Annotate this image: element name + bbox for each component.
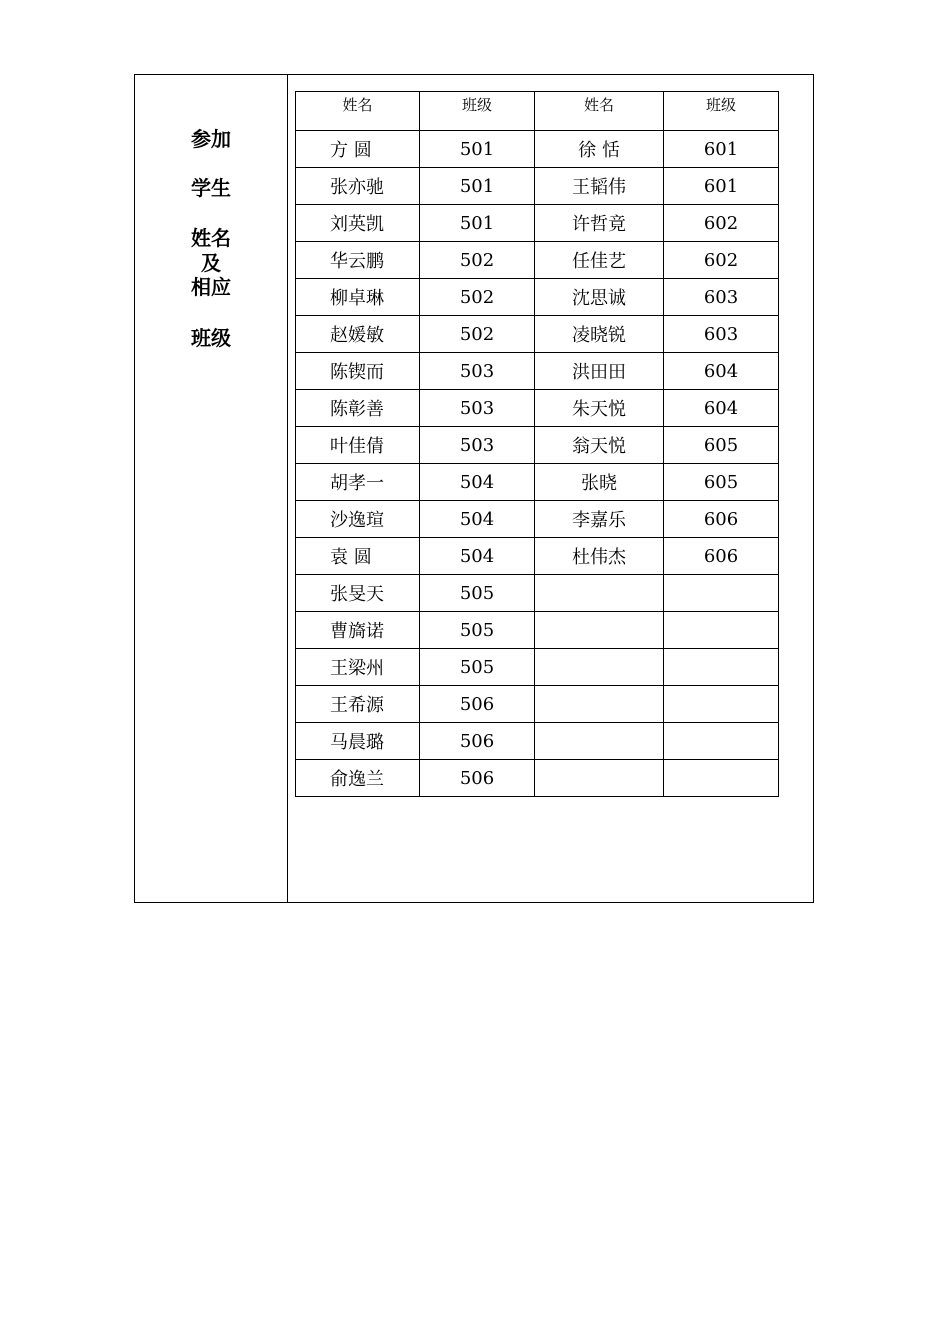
student-name-cell: 方 圆 xyxy=(296,131,420,168)
student-name-cell: 叶佳倩 xyxy=(296,427,420,464)
table-row xyxy=(296,427,779,464)
class-cell: 505 xyxy=(420,575,535,612)
class-cell: 503 xyxy=(420,427,535,464)
class-cell xyxy=(664,649,779,686)
header-class-b: 班级 xyxy=(664,92,779,131)
header-name-b: 姓名 xyxy=(535,92,664,131)
side-label-line: 学生 xyxy=(191,176,231,200)
student-name-cell: 王梁州 xyxy=(296,649,420,686)
class-cell: 606 xyxy=(664,501,779,538)
class-cell: 603 xyxy=(664,316,779,353)
student-name-cell xyxy=(535,612,664,649)
student-name-cell: 陈锲而 xyxy=(296,353,420,390)
class-cell: 604 xyxy=(664,390,779,427)
table-row xyxy=(296,501,779,538)
table-row xyxy=(296,723,779,760)
table-row xyxy=(296,242,779,279)
student-name-cell: 张亦驰 xyxy=(296,168,420,205)
table-row xyxy=(296,316,779,353)
student-name-cell: 杜伟杰 xyxy=(535,538,664,575)
student-name-cell: 陈彰善 xyxy=(296,390,420,427)
class-cell: 501 xyxy=(420,131,535,168)
student-name-cell: 柳卓琳 xyxy=(296,279,420,316)
student-name-cell: 赵媛敏 xyxy=(296,316,420,353)
class-cell: 603 xyxy=(664,279,779,316)
class-cell: 503 xyxy=(420,390,535,427)
student-name-cell xyxy=(535,760,664,797)
student-name-cell: 任佳艺 xyxy=(535,242,664,279)
class-cell xyxy=(664,575,779,612)
class-cell: 502 xyxy=(420,242,535,279)
student-name-cell: 俞逸兰 xyxy=(296,760,420,797)
student-name-cell: 凌晓锐 xyxy=(535,316,664,353)
student-name-cell: 马晨璐 xyxy=(296,723,420,760)
class-cell: 602 xyxy=(664,205,779,242)
class-cell: 502 xyxy=(420,316,535,353)
student-name-cell: 朱天悦 xyxy=(535,390,664,427)
student-name-cell: 华云鹏 xyxy=(296,242,420,279)
class-cell: 602 xyxy=(664,242,779,279)
student-name-cell: 袁 圆 xyxy=(296,538,420,575)
table-row xyxy=(296,575,779,612)
class-cell: 501 xyxy=(420,205,535,242)
table-row xyxy=(296,464,779,501)
student-name-cell: 曹旖诺 xyxy=(296,612,420,649)
header-name-a: 姓名 xyxy=(296,92,420,131)
table-row xyxy=(296,279,779,316)
class-cell: 503 xyxy=(420,353,535,390)
student-name-cell: 刘英凯 xyxy=(296,205,420,242)
student-name-cell xyxy=(535,686,664,723)
student-name-cell: 徐 恬 xyxy=(535,131,664,168)
table-header-row xyxy=(296,92,779,131)
class-cell: 601 xyxy=(664,131,779,168)
class-cell: 506 xyxy=(420,760,535,797)
class-cell: 501 xyxy=(420,168,535,205)
class-cell: 605 xyxy=(664,427,779,464)
table-row xyxy=(296,353,779,390)
roster-body xyxy=(296,131,779,797)
table-row xyxy=(296,686,779,723)
side-label-line: 参加 xyxy=(191,127,231,151)
student-name-cell xyxy=(535,649,664,686)
student-name-cell: 许哲竟 xyxy=(535,205,664,242)
student-name-cell: 洪田田 xyxy=(535,353,664,390)
table-row xyxy=(296,168,779,205)
table-row xyxy=(296,390,779,427)
class-cell: 505 xyxy=(420,649,535,686)
class-cell: 604 xyxy=(664,353,779,390)
side-label-line: 相应 xyxy=(191,275,231,299)
side-label xyxy=(135,75,287,904)
student-name-cell: 李嘉乐 xyxy=(535,501,664,538)
table-row xyxy=(296,649,779,686)
table-row xyxy=(296,538,779,575)
table-row xyxy=(296,612,779,649)
table-row xyxy=(296,131,779,168)
class-cell xyxy=(664,686,779,723)
class-cell xyxy=(664,723,779,760)
class-cell: 502 xyxy=(420,279,535,316)
student-name-cell: 王韬伟 xyxy=(535,168,664,205)
side-label-line: 及 xyxy=(201,251,221,275)
class-cell: 606 xyxy=(664,538,779,575)
side-label-line: 姓名 xyxy=(191,226,231,250)
student-name-cell: 王希源 xyxy=(296,686,420,723)
header-class-a: 班级 xyxy=(420,92,535,131)
table-row xyxy=(296,760,779,797)
class-cell: 506 xyxy=(420,686,535,723)
class-cell xyxy=(664,760,779,797)
student-roster-table xyxy=(295,91,779,797)
class-cell: 601 xyxy=(664,168,779,205)
class-cell: 605 xyxy=(664,464,779,501)
student-name-cell: 胡孝一 xyxy=(296,464,420,501)
student-name-cell: 沈思诚 xyxy=(535,279,664,316)
class-cell: 504 xyxy=(420,538,535,575)
class-cell: 504 xyxy=(420,501,535,538)
class-cell xyxy=(664,612,779,649)
side-label-line: 班级 xyxy=(191,326,231,350)
student-name-cell: 张晓 xyxy=(535,464,664,501)
class-cell: 504 xyxy=(420,464,535,501)
table-row xyxy=(296,205,779,242)
student-name-cell: 翁天悦 xyxy=(535,427,664,464)
student-name-cell xyxy=(535,723,664,760)
class-cell: 505 xyxy=(420,612,535,649)
column-divider xyxy=(287,75,288,902)
student-name-cell: 张旻天 xyxy=(296,575,420,612)
student-name-cell xyxy=(535,575,664,612)
student-name-cell: 沙逸瑄 xyxy=(296,501,420,538)
class-cell: 506 xyxy=(420,723,535,760)
